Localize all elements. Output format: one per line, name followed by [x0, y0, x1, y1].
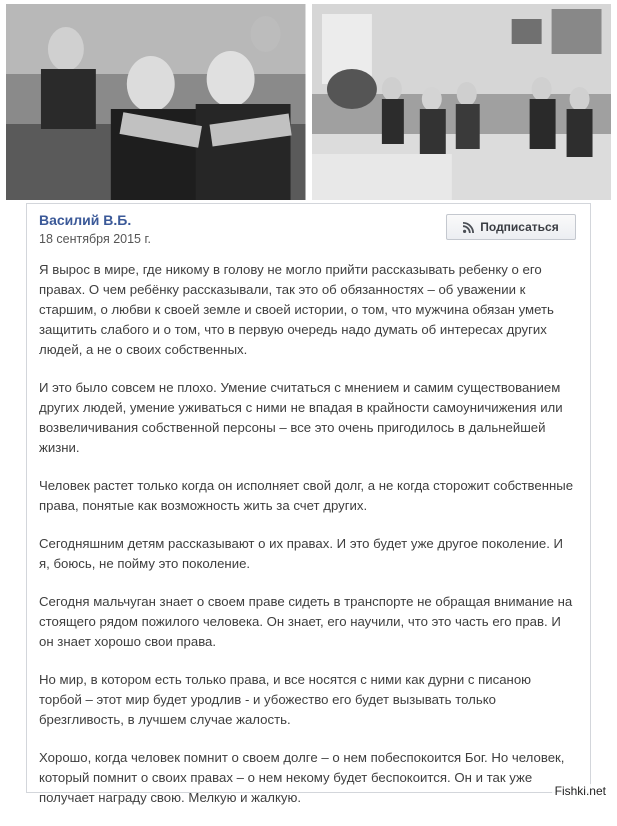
girls-classroom-photo	[312, 4, 612, 200]
post-body	[39, 260, 577, 826]
subscribe-label: Подписаться	[480, 220, 559, 234]
post-paragraph: Сегодняшним детям рассказывают о их правах. И это будет уже другое поколение. И я, боюсь, не пойму это поколение.	[39, 536, 564, 571]
site-watermark: Fishki.net	[552, 784, 609, 798]
post-paragraph: Хорошо, когда человек помнит о своем долге – о нем побеспокоится Бог. Но человек, который помнит о своих правах – о нем некому будет беспокоится. Он и так уже получает награду свою. Мелкую и жалкую.	[39, 750, 565, 805]
post-paragraph: И это было совсем не плохо. Умение считаться с мнением и самим существованием других людей, умение уживаться с ними не впадая в крайности самоуничижения или возвеличивания собственной персоны – все это очень пригодилось в дальнейшей жизни.	[39, 380, 563, 455]
boys-woodwork-photo	[6, 4, 306, 200]
post-date[interactable]: 18 сентября 2015 г.	[39, 232, 151, 246]
photo-strip	[6, 4, 611, 200]
post-paragraph: Сегодня мальчуган знает о своем праве сидеть в транспорте не обращая внимание на стоящего рядом пожилого человека. Он знает, его научили, что это часть его прав. И он знает хорошо свои права.	[39, 594, 573, 649]
subscribe-button[interactable]	[446, 214, 576, 240]
post-paragraph: Человек растет только когда он исполняет свой долг, а не когда сторожит собственные права, понятые как возможность жить за счет других.	[39, 478, 574, 513]
post-paragraph: Я вырос в мире, где никому в голову не могло прийти рассказывать ребенку о его правах. О чем ребёнку рассказывали, так это об обязанностях – об уважении к старшим, о любви к своей земле и своей истории, о том, что мужчина обязан уметь защитить слабого и о том, что в первую очередь надо думать об интересах других людей, а не о своих собственных.	[39, 262, 554, 357]
rss-icon	[463, 222, 474, 233]
post-paragraph: Но мир, в котором есть только права, и все носятся с ними как дурни с писаною торбой – этот мир будет уродлив - и убожество его будет вызывать только брезгливость, в лучшем случае жалость.	[39, 672, 532, 727]
author-name[interactable]: Василий В.Б.	[39, 212, 132, 228]
